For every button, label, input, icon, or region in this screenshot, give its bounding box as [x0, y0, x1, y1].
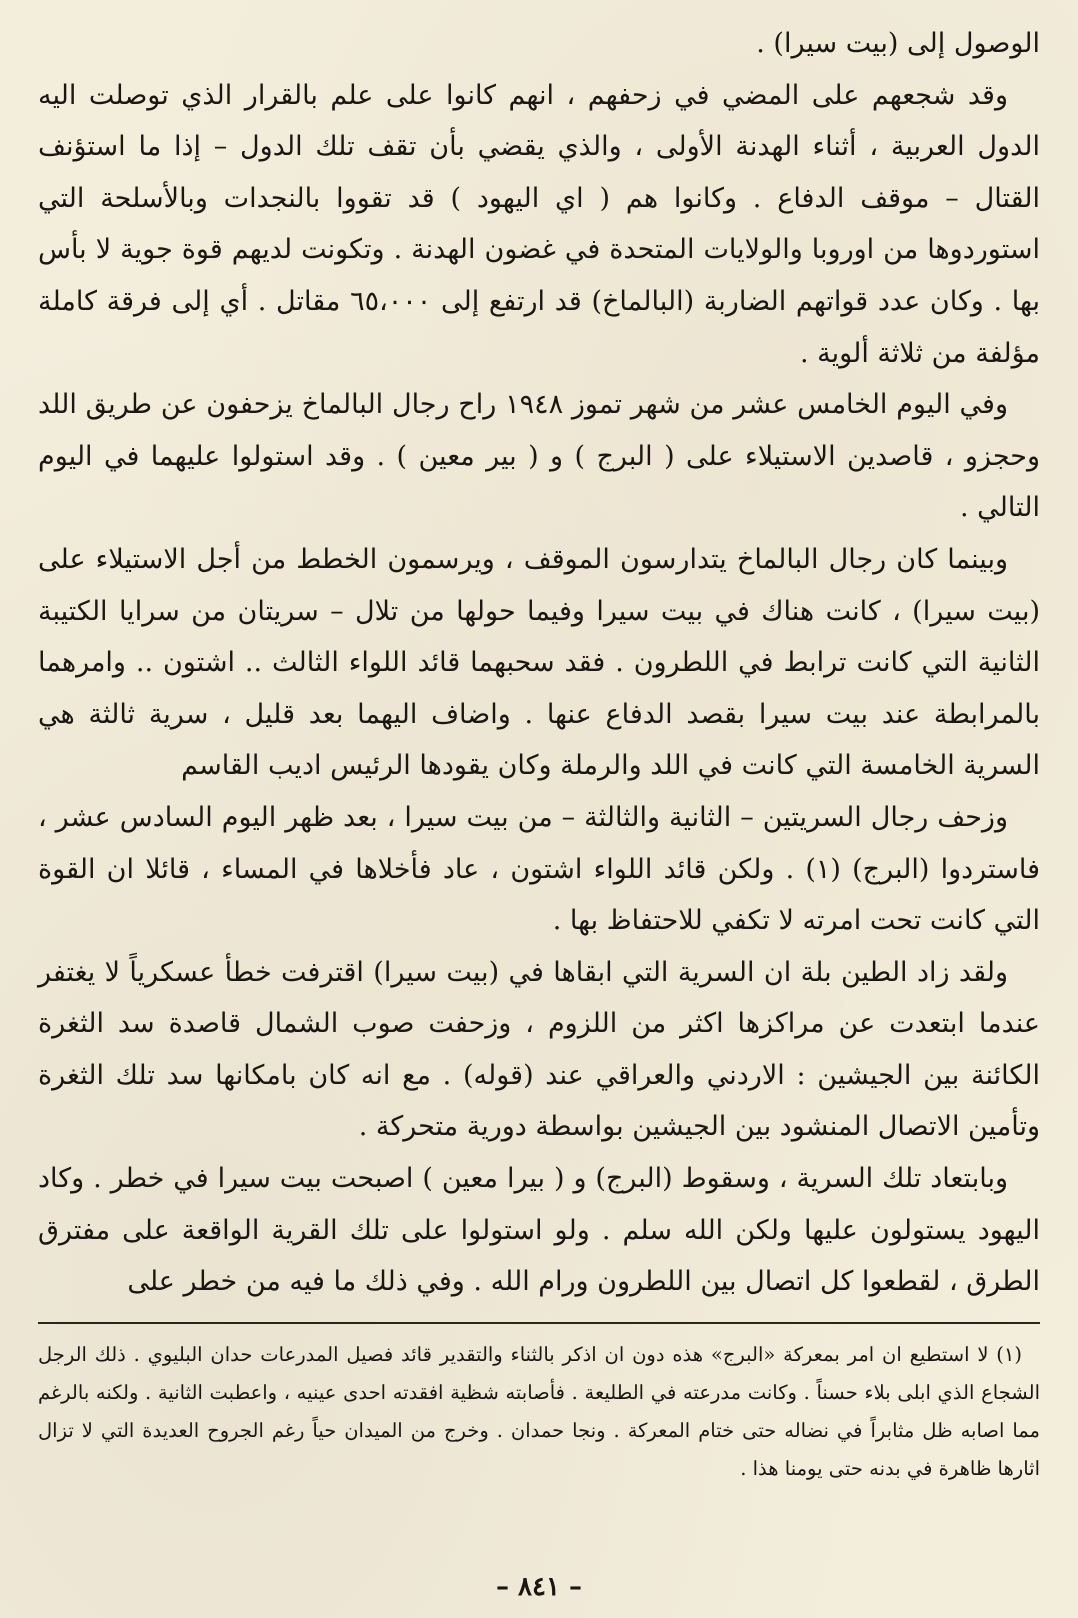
paragraph: الوصول إلى (بيت سيرا) .	[756, 28, 1040, 59]
paragraph: وقد شجعهم على المضي في زحفهم ، انهم كانوا على علم بالقرار الذي توصلت اليه الدول العربية ، أثناء الهدنة الأولى ، والذي يقضي بأن تقف تلك الدول – إذا ما استؤنف القتال – موقف الدفاع . وكانوا هم ( اي اليهود ) قد تقووا بالنجدات وبالأسلحة التي استوردوها من اوروبا والولايات المتحدة في غضون الهدنة . وتكونت لديهم قوة جوية لا بأس بها . وكان عدد قواتهم الضاربة (البالماخ) قد ارتفع إلى ٦٥،٠٠٠ مقاتل . أي إلى فرقة كاملة مؤلفة من ثلاثة ألوية .	[38, 79, 1040, 369]
footnote-divider	[38, 1322, 1040, 1324]
paragraph: وفي اليوم الخامس عشر من شهر تموز ١٩٤٨ راح رجال البالماخ يزحفون عن طريق اللد وحجزو ، قاصدين الاستيلاء على ( البرج ) و ( بير معين ) . وقد استولوا عليهما في اليوم التالي .	[38, 389, 1040, 524]
paragraph: ولقد زاد الطين بلة ان السرية التي ابقاها في (بيت سيرا) اقترفت خطأ عسكرياً لا يغتفر عندما ابتعدت عن مراكزها اكثر من اللزوم ، وزحفت صوب الشمال قاصدة سد الثغرة الكائنة بين الجيشين : الاردني والعراقي عند (قوله) . مع انه كان بامكانها سد تلك الثغرة وتأمين الاتصال المنشود بين الجيشين بواسطة دورية متحركة .	[38, 956, 1040, 1143]
paragraph: وبابتعاد تلك السرية ، وسقوط (البرج) و ( بيرا معين ) اصبحت بيت سيرا في خطر . وكاد اليهود يستولون عليها ولكن الله سلم . ولو استولوا على تلك القرية الواقعة على مفترق الطرق ، لقطعوا كل اتصال بين اللطرون ورام الله . وفي ذلك ما فيه من خطر على	[38, 1163, 1040, 1298]
page-number: – ٨٤١ –	[495, 1572, 583, 1602]
paragraph: وزحف رجال السريتين – الثانية والثالثة – من بيت سيرا ، بعد ظهر اليوم السادس عشر ، فاستردوا (البرج) (١) . ولكن قائد اللواء اشتون ، عاد فأخلاها في المساء ، قائلا ان القوة التي كانت تحت امرته لا تكفي للاحتفاظ بها .	[38, 801, 1040, 937]
main-text	[38, 18, 1040, 1308]
paragraph: وبينما كان رجال البالماخ يتدارسون الموقف ، ويرسمون الخطط من أجل الاستيلاء على (بيت سيرا) ، كانت هناك في بيت سيرا وفيما حولها من تلال – سريتان من سرايا الكتيبة الثانية التي كانت ترابط في اللطرون . فقد سحبهما قائد اللواء الثالث .. اشتون .. وامرهما بالمرابطة عند بيت سيرا بقصد الدفاع عنها . واضاف اليهما بعد قليل ، سرية ثالثة هي السرية الخامسة التي كانت في اللد والرملة وكان يقودها الرئيس اديب القاسم	[38, 543, 1040, 782]
footnote: (١) لا استطيع ان امر بمعركة «البرج» هذه دون ان اذكر بالثناء والتقدير قائد فصيل المدرعات حدان البليوي . ذلك الرجل الشجاع الذي ابلى بلاء حسناً . وكانت مدرعته في الطليعة . فأصابته شظية افقدته احدى عينيه ، واعطبت الثانية . ولكنه بالرغم مما اصابه ظل مثابراً في نضاله حتى ختام المعركة . ونجا حمدان . وخرج من الميدان حياً رغم الجروح العديدة التي لا تزال اثارها ظاهرة في بدنه حتى يومنا هذا .	[38, 1342, 1040, 1480]
